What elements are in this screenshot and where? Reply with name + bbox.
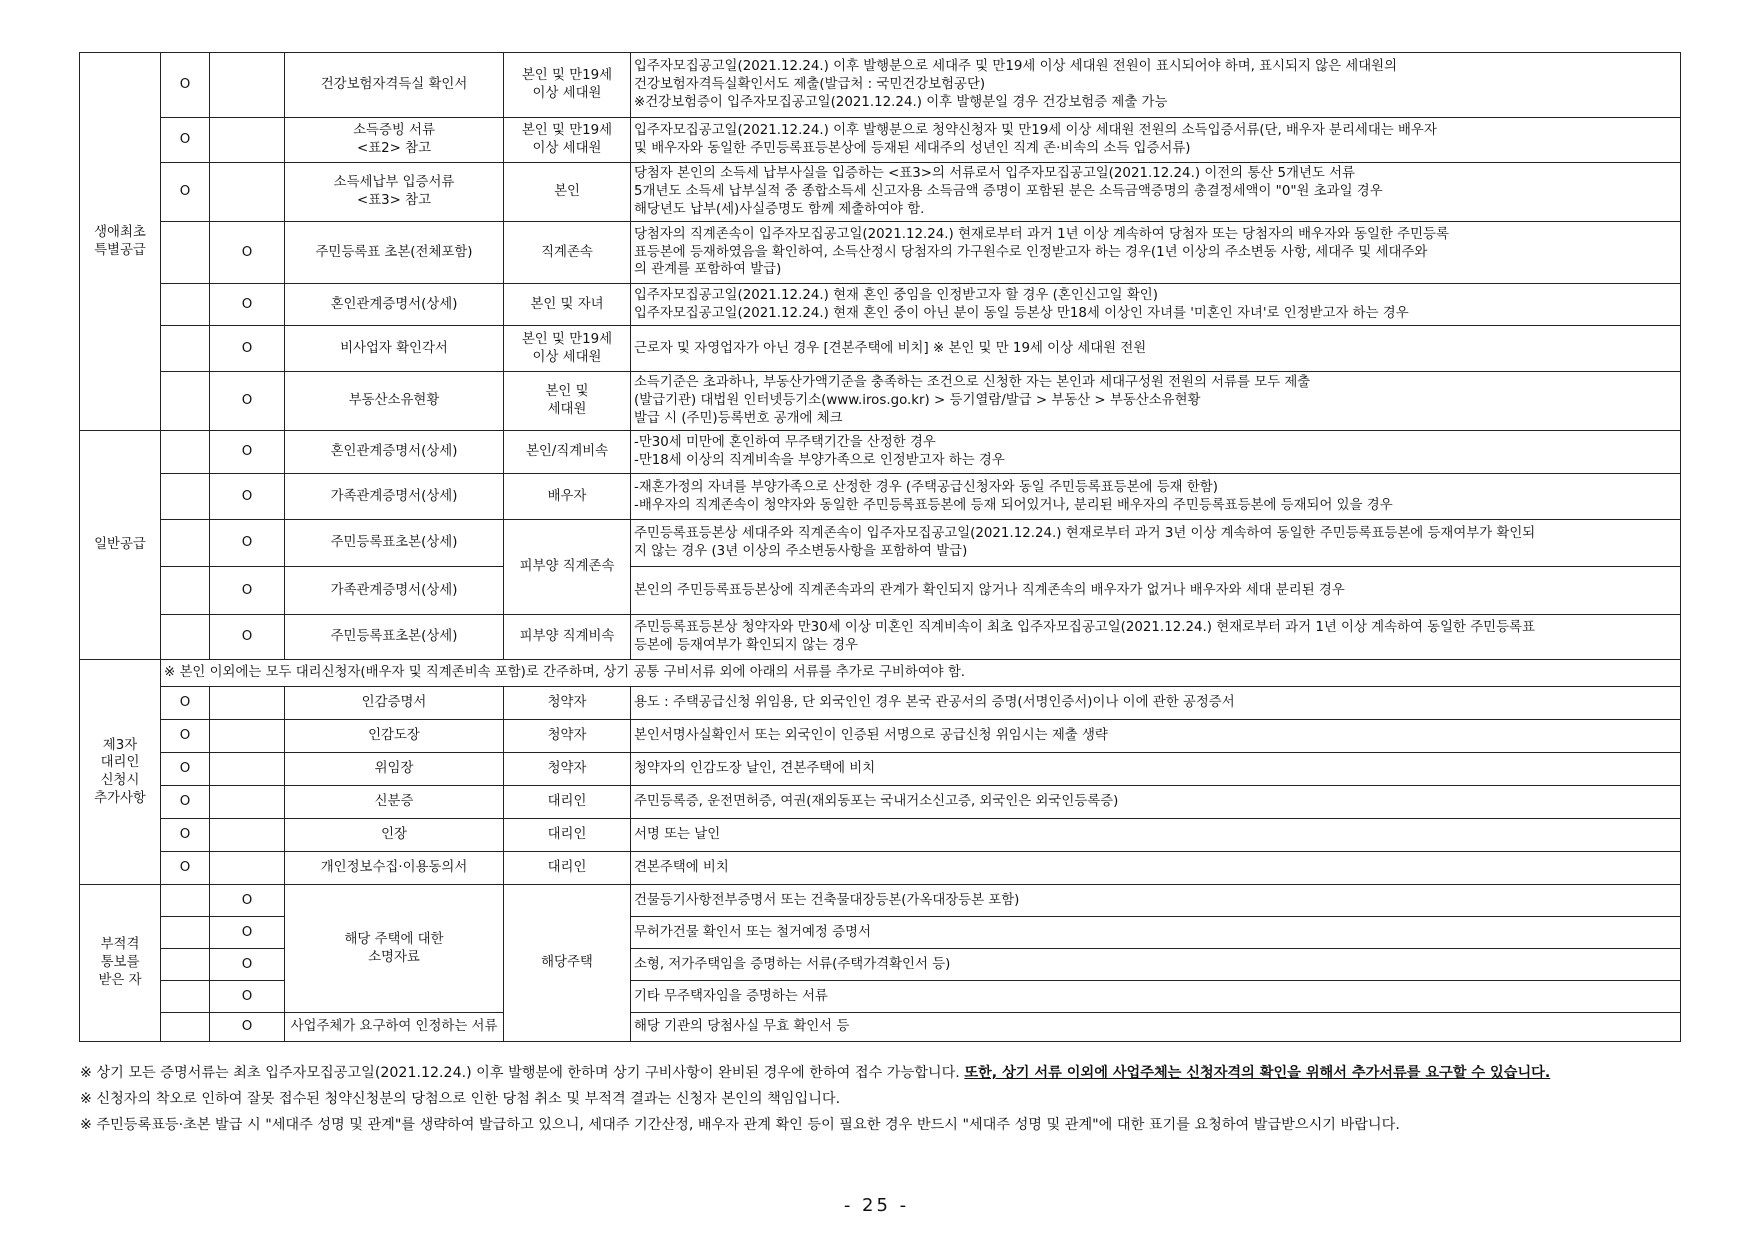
mark-optional	[210, 786, 285, 819]
mark-optional: O	[210, 615, 285, 660]
mark-required	[161, 885, 210, 917]
document-name: 인감증명서	[285, 687, 504, 720]
document-target: 청약자	[504, 753, 631, 786]
document-target: 본인/직계비속	[504, 431, 631, 474]
document-target: 해당주택	[504, 885, 631, 1042]
document-description: 입주자모집공고일(2021.12.24.) 현재 혼인 중임을 인정받고자 할 경우 (혼인신고일 확인) 입주자모집공고일(2021.12.24.) 현재 혼인 중이 아닌 분이 동일 등본상 만18세 이상인 자녀를 '미혼인 자녀'로 인정받고자 하는 경우	[631, 284, 1681, 326]
document-name: 인감도장	[285, 720, 504, 753]
mark-optional: O	[210, 474, 285, 520]
table-row	[80, 786, 1681, 819]
mark-required	[161, 567, 210, 615]
document-name: 주민등록표초본(상세)	[285, 615, 504, 660]
mark-required	[161, 474, 210, 520]
document-description: 입주자모집공고일(2021.12.24.) 이후 발행분으로 청약신청자 및 만19세 이상 세대원 전원의 소득입증서류(단, 배우자 분리세대는 배우자 및 배우자와 동일한 주민등록표등본상에 등재된 세대주의 성년인 직계 존·비속의 소득 입증서류)	[631, 118, 1681, 163]
mark-required	[161, 326, 210, 372]
mark-optional: O	[210, 284, 285, 326]
mark-required: O	[161, 786, 210, 819]
mark-required	[161, 1013, 210, 1042]
document-description: 입주자모집공고일(2021.12.24.) 이후 발행분으로 세대주 및 만19세 이상 세대원 전원이 표시되어야 하며, 표시되지 않은 세대원의 건강보험자격득실확인서도 제출(발급처 : 국민건강보험공단) ※건강보험증이 입주자모집공고일(2021.12.24.) 이후 발행분일 경우 건강보험증 제출 가능	[631, 53, 1681, 118]
table-row	[80, 720, 1681, 753]
mark-optional: O	[210, 917, 285, 949]
footnote-validity	[80, 1062, 1680, 1084]
document-description: 주민등록증, 운전면허증, 여권(재외동포는 국내거소신고증, 외국인은 외국인등록증)	[631, 786, 1681, 819]
footnote-responsibility: ※ 신청자의 착오로 인하여 잘못 접수된 청약신청분의 당첨으로 인한 당첨 취소 및 부적격 결과는 신청자 본인의 책임입니다.	[80, 1091, 841, 1107]
document-target: 대리인	[504, 786, 631, 819]
section-label-general: 일반공급	[80, 431, 161, 660]
footnote-validity-emphasis: 또한, 상기 서류 이외에 사업주체는 신청자격의 확인을 위해서 추가서류를 요구할 수 있습니다.	[964, 1065, 1551, 1081]
table-row	[80, 118, 1681, 163]
mark-optional	[210, 720, 285, 753]
document-name: 인장	[285, 819, 504, 852]
document-name: 해당 주택에 대한 소명자료	[285, 885, 504, 1013]
table-row	[80, 372, 1681, 431]
table-row	[80, 326, 1681, 372]
document-description: 서명 또는 날인	[631, 819, 1681, 852]
document-target: 본인 및 만19세 이상 세대원	[504, 118, 631, 163]
mark-required: O	[161, 753, 210, 786]
document-description: 근로자 및 자영업자가 아닌 경우 [견본주택에 비치] ※ 본인 및 만 19세 이상 세대원 전원	[631, 326, 1681, 372]
table-row	[80, 284, 1681, 326]
mark-optional	[210, 53, 285, 118]
document-name: 개인정보수집·이용동의서	[285, 852, 504, 885]
mark-required: O	[161, 53, 210, 118]
table-row	[80, 222, 1681, 284]
mark-optional: O	[210, 567, 285, 615]
document-description: 기타 무주택자임을 증명하는 서류	[631, 981, 1681, 1013]
mark-optional: O	[210, 431, 285, 474]
document-description: 용도 : 주택공급신청 위임용, 단 외국인인 경우 본국 관공서의 증명(서명인증서)이나 이에 관한 공정증서	[631, 687, 1681, 720]
document-description: -재혼가정의 자녀를 부양가족으로 산정한 경우 (주택공급신청자와 동일 주민등록표등본에 등재 한함) -배우자의 직계존속이 청약자와 동일한 주민등록표등본에 등재 되어있거나, 분리된 배우자의 주민등록표등본에 등재되어 있을 경우	[631, 474, 1681, 520]
footnote-validity-text: ※ 상기 모든 증명서류는 최초 입주자모집공고일(2021.12.24.) 이후 발행분에 한하며 상기 구비사항이 완비된 경우에 한하여 접수 가능합니다.	[80, 1065, 965, 1081]
document-target: 본인 및 자녀	[504, 284, 631, 326]
mark-optional	[210, 852, 285, 885]
document-name: 부동산소유현황	[285, 372, 504, 431]
document-target: 피부양 직계존속	[504, 520, 631, 615]
mark-optional	[210, 118, 285, 163]
mark-optional: O	[210, 981, 285, 1013]
document-target: 본인 및 만19세 이상 세대원	[504, 326, 631, 372]
document-name: 사업주체가 요구하여 인정하는 서류	[285, 1013, 504, 1042]
document-target: 본인 및 세대원	[504, 372, 631, 431]
mark-required	[161, 981, 210, 1013]
footnotes	[80, 1062, 1680, 1136]
proxy-note: ※ 본인 이외에는 모두 대리신청자(배우자 및 직계존비속 포함)로 간주하며, 상기 공통 구비서류 외에 아래의 서류를 추가로 구비하여야 함.	[161, 660, 1681, 687]
document-description: 주민등록표등본상 세대주와 직계존속이 입주자모집공고일(2021.12.24.) 현재로부터 과거 3년 이상 계속하여 동일한 주민등록표등본에 등재여부가 확인되 지 않는 경우 (3년 이상의 주소변동사항을 포함하여 발급)	[631, 520, 1681, 567]
mark-optional	[210, 819, 285, 852]
mark-required: O	[161, 687, 210, 720]
mark-required	[161, 615, 210, 660]
document-name: 혼인관계증명서(상세)	[285, 284, 504, 326]
document-name: 소득세납부 입증서류 <표3> 참고	[285, 163, 504, 222]
document-description: 무허가건물 확인서 또는 철거예정 증명서	[631, 917, 1681, 949]
mark-required	[161, 917, 210, 949]
section-label-proxy: 제3자 대리인 신청시 추가사항	[80, 660, 161, 885]
document-description: 소형, 저가주택임을 증명하는 서류(주택가격확인서 등)	[631, 949, 1681, 981]
table-row	[80, 431, 1681, 474]
section-label-first-life: 생애최초 특별공급	[80, 53, 161, 431]
mark-required	[161, 431, 210, 474]
mark-required: O	[161, 163, 210, 222]
document-name: 소득증빙 서류 <표2> 참고	[285, 118, 504, 163]
table-row	[80, 1013, 1681, 1042]
mark-optional	[210, 163, 285, 222]
mark-required	[161, 520, 210, 567]
document-description: 당첨자 본인의 소득세 납부사실을 입증하는 <표3>의 서류로서 입주자모집공고일(2021.12.24.) 이전의 통산 5개년도 서류 5개년도 소득세 납부실적 중 종합소득세 신고자용 소득금액 증명이 포함된 분은 소득금액증명의 총결정세액이 "0"원 초과일 경우 해당년도 납부(세)사실증명도 함께 제출하여야 함.	[631, 163, 1681, 222]
document-target: 청약자	[504, 687, 631, 720]
table-row	[80, 660, 1681, 687]
document-description: 본인서명사실확인서 또는 외국인이 인증된 서명으로 공급신청 위임시는 제출 생략	[631, 720, 1681, 753]
mark-optional: O	[210, 949, 285, 981]
mark-required: O	[161, 852, 210, 885]
document-description: 소득기준은 초과하나, 부동산가액기준을 충족하는 조건으로 신청한 자는 본인과 세대구성원 전원의 서류를 모두 제출 (발급기관) 대법원 인터넷등기소(www.iros.go.kr) > 등기열람/발급 > 부동산 > 부동산소유현황 발급 시 (주민)등록번호 공개에 체크	[631, 372, 1681, 431]
mark-optional: O	[210, 372, 285, 431]
table-row	[80, 474, 1681, 520]
table-row	[80, 567, 1681, 615]
mark-optional	[210, 753, 285, 786]
document-target: 대리인	[504, 852, 631, 885]
document-target: 본인	[504, 163, 631, 222]
document-name: 혼인관계증명서(상세)	[285, 431, 504, 474]
document-description: 청약자의 인감도장 날인, 견본주택에 비치	[631, 753, 1681, 786]
document-target: 배우자	[504, 474, 631, 520]
document-description: 해당 기관의 당첨사실 무효 확인서 등	[631, 1013, 1681, 1042]
document-name: 주민등록표초본(상세)	[285, 520, 504, 567]
document-name: 가족관계증명서(상세)	[285, 567, 504, 615]
document-name: 위임장	[285, 753, 504, 786]
table-row	[80, 520, 1681, 567]
document-name: 비사업자 확인각서	[285, 326, 504, 372]
table-row	[80, 819, 1681, 852]
document-target: 본인 및 만19세 이상 세대원	[504, 53, 631, 118]
document-description: -만30세 미만에 혼인하여 무주택기간을 산정한 경우 -만18세 이상의 직계비속을 부양가족으로 인정받고자 하는 경우	[631, 431, 1681, 474]
document-target: 직계존속	[504, 222, 631, 284]
mark-optional: O	[210, 520, 285, 567]
mark-optional: O	[210, 326, 285, 372]
mark-required: O	[161, 118, 210, 163]
mark-required	[161, 222, 210, 284]
document-name: 주민등록표 초본(전체포함)	[285, 222, 504, 284]
document-description: 주민등록표등본상 청약자와 만30세 이상 미혼인 직계비속이 최초 입주자모집공고일(2021.12.24.) 현재로부터 과거 1년 이상 계속하여 동일한 주민등록표 등본에 등재여부가 확인되지 않는 경우	[631, 615, 1681, 660]
document-description: 당첨자의 직계존속이 입주자모집공고일(2021.12.24.) 현재로부터 과거 1년 이상 계속하여 당첨자 또는 당첨자의 배우자와 동일한 주민등록 표등본에 등재하였음을 확인하여, 소득산정시 당첨자의 가구원수로 인정받고자 하는 경우(1년 이상의 주소변동 사항, 세대주 및 세대주와 의 관계를 포함하여 발급)	[631, 222, 1681, 284]
document-description: 본인의 주민등록표등본상에 직계존속과의 관계가 확인되지 않거나 직계존속의 배우자가 없거나 배우자와 세대 분리된 경우	[631, 567, 1681, 615]
mark-optional: O	[210, 222, 285, 284]
table-row	[80, 753, 1681, 786]
document-name: 가족관계증명서(상세)	[285, 474, 504, 520]
document-target: 대리인	[504, 819, 631, 852]
required-documents-table	[79, 52, 1681, 1042]
table-row	[80, 687, 1681, 720]
mark-optional: O	[210, 885, 285, 917]
table-row	[80, 615, 1681, 660]
document-description: 견본주택에 비치	[631, 852, 1681, 885]
table-row	[80, 852, 1681, 885]
mark-required: O	[161, 720, 210, 753]
document-target: 청약자	[504, 720, 631, 753]
page-number: - 25 -	[843, 1195, 910, 1216]
table-row	[80, 163, 1681, 222]
document-target: 피부양 직계비속	[504, 615, 631, 660]
table-row	[80, 53, 1681, 118]
table-row	[80, 885, 1681, 917]
document-name: 건강보험자격득실 확인서	[285, 53, 504, 118]
mark-required	[161, 949, 210, 981]
document-description: 건물등기사항전부증명서 또는 건축물대장등본(가옥대장등본 포함)	[631, 885, 1681, 917]
footnote-household-head: ※ 주민등록표등·초본 발급 시 "세대주 성명 및 관계"를 생략하여 발급하고 있으니, 세대주 기간산정, 배우자 관계 확인 등이 필요한 경우 반드시 "세대주 성명 및 관계"에 대한 표기를 요청하여 발급받으시기 바랍니다.	[80, 1117, 1400, 1133]
mark-optional	[210, 687, 285, 720]
document-name: 신분증	[285, 786, 504, 819]
mark-required	[161, 372, 210, 431]
mark-required	[161, 284, 210, 326]
section-label-ineligible: 부적격 통보를 받은 자	[80, 885, 161, 1042]
mark-optional: O	[210, 1013, 285, 1042]
mark-required: O	[161, 819, 210, 852]
